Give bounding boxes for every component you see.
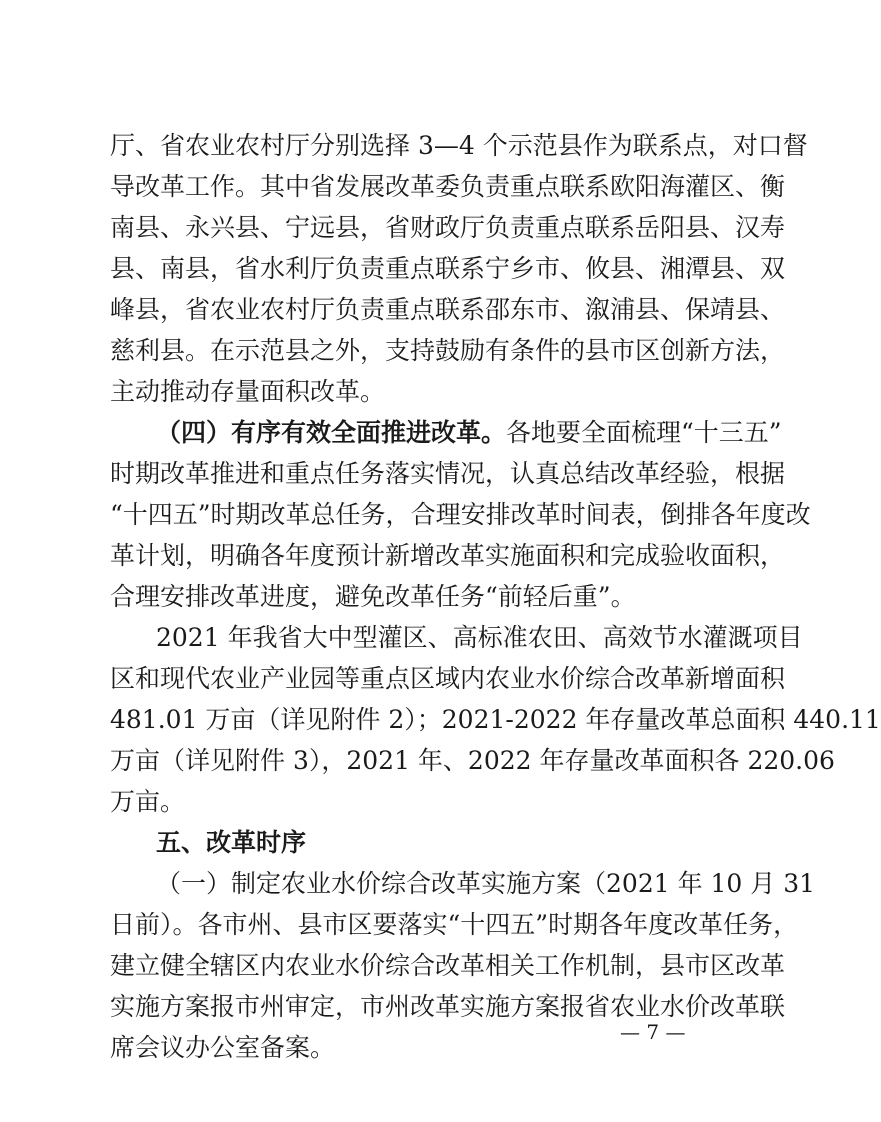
paragraph-line: 万亩（详见附件 3），2021 年、2022 年存量改革面积各 220.06 [110,746,835,775]
paragraph-line: 导改革工作。其中省发展改革委负责重点联系欧阳海灌区、衡 [110,172,786,201]
paragraph-line: 建立健全辖区内农业水价综合改革相关工作机制，县市区改革 [110,951,786,980]
paragraph-line: “十四五”时期改革总任务，合理安排改革时间表，倒排各年度改 [110,500,811,529]
paragraph-line: 厅、省农业农村厅分别选择 3—4 个示范县作为联系点，对口督 [110,131,808,160]
paragraph-line: 2021 年我省大中型灌区、高标准农田、高效节水灌溉项目 [156,623,803,652]
section-5-heading: 五、改革时序 [156,828,307,857]
paragraph-line: （一）制定农业水价综合改革实施方案（2021 年 10 月 31 [156,869,816,898]
paragraph-line: 革计划，明确各年度预计新增改革实施面积和完成验收面积， [110,541,786,570]
paragraph-line: 峰县，省农业农村厅负责重点联系邵东市、溆浦县、保靖县、 [110,295,786,324]
paragraph-line: 时期改革推进和重点任务落实情况，认真总结改革经验，根据 [110,459,786,488]
page-number: — 7 — [620,1020,686,1044]
paragraph-line: 481.01 万亩（详见附件 2）；2021-2022 年存量改革总面积 440.11 [110,705,881,734]
paragraph-text: 各地要全面梳理“十三五” [506,418,782,447]
paragraph-line: 实施方案报市州审定，市州改革实施方案报省农业水价改革联 [110,992,786,1021]
paragraph-line: 万亩。 [110,787,186,816]
paragraph-line: 席会议办公室备案。 [110,1033,336,1062]
section-4-heading: （四）有序有效全面推进改革。 [156,418,507,447]
paragraph-line: 区和现代农业产业园等重点区域内农业水价综合改革新增面积 [110,664,786,693]
section-4-first-line [156,418,782,448]
paragraph-line: 日前）。各市州、县市区要落实“十四五”时期各年度改革任务， [110,910,799,939]
paragraph-line: 慈利县。在示范县之外，支持鼓励有条件的县市区创新方法， [110,336,786,365]
paragraph-line: 合理安排改革进度，避免改革任务“前轻后重”。 [110,582,636,611]
paragraph-line: 县、南县，省水利厅负责重点联系宁乡市、攸县、湘潭县、双 [110,254,786,283]
paragraph-line: 主动推动存量面积改革。 [110,377,386,406]
paragraph-line: 南县、永兴县、宁远县，省财政厅负责重点联系岳阳县、汉寿 [110,213,786,242]
